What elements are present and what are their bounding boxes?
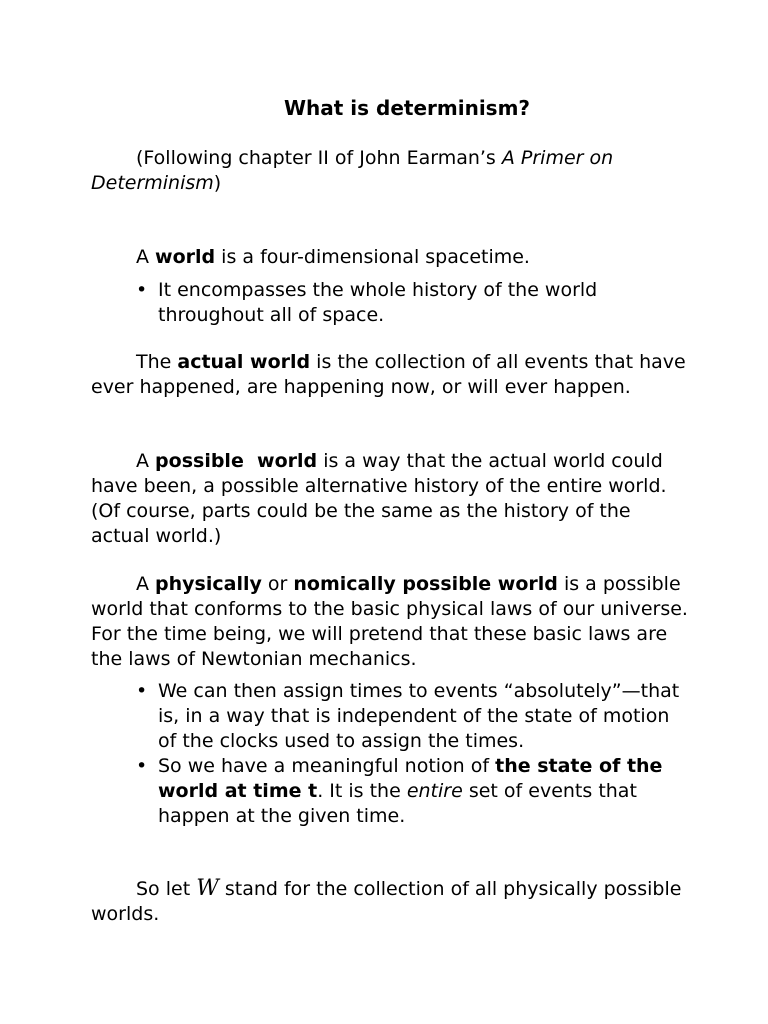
world-bullet-list [91, 278, 691, 328]
term-world: world [155, 246, 216, 268]
book-title: A Primer on Determinism [91, 147, 614, 194]
physically-middle: or [261, 573, 294, 595]
physically-suffix: is a possible world that conforms to the basic physical laws of our universe. For the time being, we will pretend that these basic laws are the laws of Newtonian mechanics. [91, 573, 688, 670]
newtonian-bullet-list [91, 679, 691, 829]
final-prefix: So let [136, 878, 197, 900]
bullet-text: It encompasses the whole history of the world throughout all of space. [158, 279, 598, 326]
final-suffix: stand for the collection of all physically possible worlds. [91, 878, 682, 925]
bullet-icon: • [136, 279, 148, 301]
possible-world-prefix: A [136, 450, 156, 472]
possible-world-paragraph [91, 449, 691, 549]
list-item [91, 679, 691, 754]
bullet-text-prefix: So we have a meaningful notion of [158, 755, 496, 777]
actual-world-paragraph [91, 350, 691, 400]
bullet-text-suffix: set of events that happen at the given time. [158, 780, 637, 827]
subtitle-suffix: ) [213, 172, 222, 194]
physically-possible-paragraph [91, 572, 691, 672]
actual-world-prefix: The [136, 351, 178, 373]
actual-world-suffix: is the collection of all events that have ever happened, are happening now, or will ever happen. [91, 351, 686, 398]
term-possible-world: possible world [155, 450, 318, 472]
world-def-prefix: A [136, 246, 156, 268]
term-nomically-possible-world: nomically possible world [293, 573, 558, 595]
bullet-text-middle: . It is the [317, 780, 407, 802]
possible-world-suffix: is a way that the actual world could have been, a possible alternative history of the entire world. (Of course, parts could be the same as the history of the actual world.) [91, 450, 667, 547]
set-symbol-w: W [196, 876, 219, 901]
term-physically: physically [155, 573, 262, 595]
term-state-of-world: the state of the world at time t [158, 755, 663, 802]
subtitle-prefix: (Following chapter II of John Earman’s [136, 147, 502, 169]
page-title: What is determinism? [283, 96, 531, 120]
world-definition [91, 245, 691, 270]
list-item [91, 754, 691, 829]
bullet-icon: • [136, 680, 148, 702]
bullet-icon: • [136, 755, 148, 777]
list-item [91, 278, 691, 328]
subtitle-paragraph [91, 146, 691, 196]
emphasis-entire: entire [406, 780, 463, 802]
final-paragraph [91, 876, 691, 927]
term-actual-world: actual world [177, 351, 311, 373]
world-def-suffix: is a four-dimensional spacetime. [215, 246, 530, 268]
bullet-text: We can then assign times to events “absolutely”—that is, in a way that is independent of the state of motion of the clocks used to assign the times. [158, 680, 680, 752]
physically-prefix: A [136, 573, 156, 595]
